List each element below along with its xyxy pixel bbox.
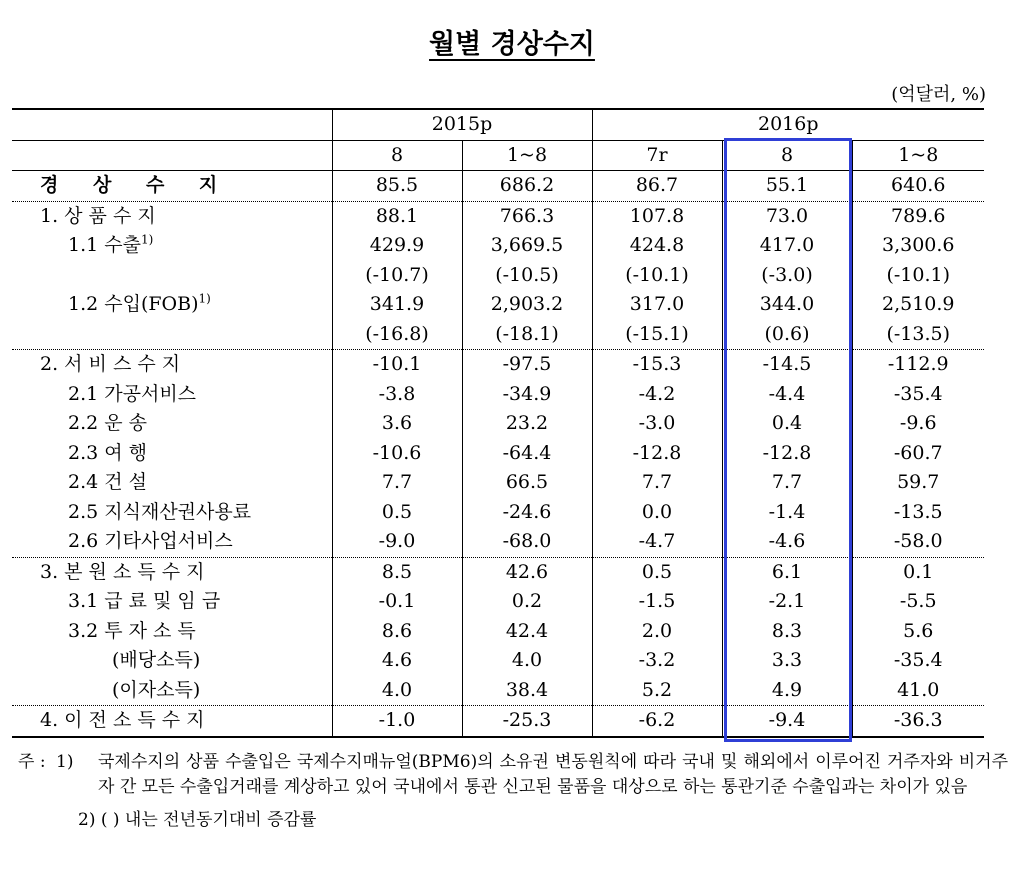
- cell: 38.4: [462, 676, 592, 706]
- cell: 344.0: [722, 290, 852, 320]
- cell: 640.6: [852, 171, 984, 202]
- period-header: 8: [332, 140, 462, 171]
- cell: 4.0: [332, 676, 462, 706]
- cell: 424.8: [592, 231, 722, 261]
- cell: 766.3: [462, 201, 592, 231]
- row-label: 2.4 건 설: [68, 471, 148, 493]
- cell: -1.4: [722, 498, 852, 528]
- cell: 3,300.6: [852, 231, 984, 261]
- table-row: [12, 290, 984, 320]
- row-label: 4. 이 전 소 득 수 지: [12, 706, 332, 737]
- period-header: 7r: [592, 140, 722, 171]
- cell: 4.6: [332, 646, 462, 676]
- cell: 3.6: [332, 409, 462, 439]
- table-row: [12, 409, 984, 439]
- cell: 85.5: [332, 171, 462, 202]
- table-row: [12, 320, 984, 350]
- cell: 8.6: [332, 617, 462, 647]
- row-label: 1. 상 품 수 지: [40, 204, 156, 227]
- cell: (-10.1): [852, 261, 984, 291]
- cell: -12.8: [592, 439, 722, 469]
- cell: -112.9: [852, 350, 984, 380]
- cell: -0.1: [332, 587, 462, 617]
- cell: -34.9: [462, 380, 592, 410]
- cell: (-13.5): [852, 320, 984, 350]
- cell: -3.2: [592, 646, 722, 676]
- cell: -58.0: [852, 527, 984, 557]
- cell: 8.5: [332, 557, 462, 587]
- cell: 23.2: [462, 409, 592, 439]
- cell: 59.7: [852, 468, 984, 498]
- footnote-number: 1): [56, 752, 74, 772]
- cell: -4.6: [722, 527, 852, 557]
- period-header: 1~8: [462, 140, 592, 171]
- cell: -2.1: [722, 587, 852, 617]
- table-row: [12, 587, 984, 617]
- row-label: 2. 서 비 스 수 지: [40, 353, 181, 375]
- cell: 42.6: [462, 557, 592, 587]
- table-row: [12, 527, 984, 557]
- header-2016: 2016p: [592, 109, 984, 140]
- cell: -35.4: [852, 646, 984, 676]
- cell: -4.4: [722, 380, 852, 410]
- cell: -10.1: [332, 350, 462, 380]
- cell: 42.4: [462, 617, 592, 647]
- cell: (-15.1): [592, 320, 722, 350]
- cell: -4.2: [592, 380, 722, 410]
- row-label: 경 상 수 지: [12, 171, 332, 202]
- cell: 107.8: [592, 201, 722, 231]
- cell: -60.7: [852, 439, 984, 469]
- period-header: 8: [722, 140, 852, 171]
- cell: -6.2: [592, 706, 722, 737]
- row-label: 2.2 운 송: [68, 412, 148, 434]
- cell: 5.6: [852, 617, 984, 647]
- cell: 317.0: [592, 290, 722, 320]
- cell: -24.6: [462, 498, 592, 528]
- row-label: 2.1 가공서비스: [68, 382, 197, 405]
- table-row: [12, 201, 984, 231]
- cell: 88.1: [332, 201, 462, 231]
- footnote-text: 국제수지의 상품 수출입은 국제수지매뉴얼(BPM6)의 소유권 변동원칙에 따라 국내 및 해외에서 이루어진 거주자와 비거주자 간 모든 수출입거래를 계상하고 있어 국내에서 통관 신고된 물품을 대상으로 하는 통관기준 수출입과는 차이가 있음: [98, 752, 1008, 797]
- header-row-periods: [12, 140, 984, 171]
- row-label: (이자소득): [12, 676, 332, 706]
- row-label: 2.6 기타사업서비스: [12, 527, 332, 557]
- cell: 789.6: [852, 201, 984, 231]
- cell: 3.3: [722, 646, 852, 676]
- cell: 0.5: [592, 557, 722, 587]
- cell: (-18.1): [462, 320, 592, 350]
- cell: 2,903.2: [462, 290, 592, 320]
- page-title: 월별 경상수지: [429, 29, 595, 60]
- cell: (-10.7): [332, 261, 462, 291]
- cell: 2.0: [592, 617, 722, 647]
- cell: -3.0: [592, 409, 722, 439]
- row-label: [12, 320, 332, 350]
- table-row: [12, 171, 984, 202]
- table-row: [12, 646, 984, 676]
- footnote-2: 2) ( ) 내는 전년동기대비 증감률: [78, 810, 317, 830]
- cell: -9.4: [722, 706, 852, 737]
- cell: -10.6: [332, 439, 462, 469]
- cell: 0.0: [592, 498, 722, 528]
- cell: 86.7: [592, 171, 722, 202]
- cell: 66.5: [462, 468, 592, 498]
- cell: 5.2: [592, 676, 722, 706]
- cell: -9.0: [332, 527, 462, 557]
- table-row: [12, 706, 984, 737]
- row-label: 3.1 급 료 및 임 금: [68, 590, 221, 612]
- footnote-1: [18, 750, 1008, 800]
- cell: 41.0: [852, 676, 984, 706]
- row-label: 3.2 투 자 소 득: [68, 619, 196, 642]
- footnote-mark: 1): [140, 232, 154, 247]
- cell: (-3.0): [722, 261, 852, 291]
- row-label: 2.3 여 행: [68, 441, 148, 464]
- row-label: (배당소득): [112, 649, 201, 671]
- table-row: [12, 676, 984, 706]
- cell: 7.7: [722, 468, 852, 498]
- header-row-years: [12, 109, 984, 140]
- cell: (-10.1): [592, 261, 722, 291]
- cell: -15.3: [592, 350, 722, 380]
- cell: (0.6): [722, 320, 852, 350]
- table-row: [12, 617, 984, 647]
- cell: -4.7: [592, 527, 722, 557]
- cell: -5.5: [852, 587, 984, 617]
- row-label: 1.1 수출$^{1)}$: [68, 232, 154, 256]
- cell: (-16.8): [332, 320, 462, 350]
- table-row: [12, 261, 984, 291]
- cell: -9.6: [852, 409, 984, 439]
- cell: (-10.5): [462, 261, 592, 291]
- table-row: [12, 468, 984, 498]
- cell: -13.5: [852, 498, 984, 528]
- footnote-mark: 1): [198, 291, 211, 306]
- cell: -3.8: [332, 380, 462, 410]
- period-header: 1~8: [852, 140, 984, 171]
- cell: -1.5: [592, 587, 722, 617]
- cell: -97.5: [462, 350, 592, 380]
- table-row: [12, 231, 984, 261]
- row-label: [12, 261, 332, 291]
- cell: 0.4: [722, 409, 852, 439]
- current-account-table: [12, 108, 984, 738]
- cell: -14.5: [722, 350, 852, 380]
- cell: 4.9: [722, 676, 852, 706]
- cell: 429.9: [332, 231, 462, 261]
- cell: 686.2: [462, 171, 592, 202]
- cell: -12.8: [722, 439, 852, 469]
- cell: 73.0: [722, 201, 852, 231]
- cell: 7.7: [592, 468, 722, 498]
- table-row: [12, 380, 984, 410]
- cell: 341.9: [332, 290, 462, 320]
- table-row: [12, 350, 984, 380]
- footnotes: [18, 750, 1008, 833]
- cell: 8.3: [722, 617, 852, 647]
- cell: -64.4: [462, 439, 592, 469]
- cell: 417.0: [722, 231, 852, 261]
- table-row: [12, 439, 984, 469]
- cell: 55.1: [722, 171, 852, 202]
- cell: -1.0: [332, 706, 462, 737]
- cell: 0.1: [852, 557, 984, 587]
- table-row: [12, 557, 984, 587]
- cell: 2,510.9: [852, 290, 984, 320]
- cell: 7.7: [332, 468, 462, 498]
- cell: 0.2: [462, 587, 592, 617]
- header-2015: 2015p: [332, 109, 592, 140]
- cell: -68.0: [462, 527, 592, 557]
- footnote-lead: 주 :: [18, 752, 46, 772]
- cell: 3,669.5: [462, 231, 592, 261]
- row-label: 1.2 수입(FOB)$^{1)}$: [68, 291, 211, 315]
- cell: 6.1: [722, 557, 852, 587]
- cell: -36.3: [852, 706, 984, 737]
- cell: 0.5: [332, 498, 462, 528]
- row-label: 3. 본 원 소 득 수 지: [40, 560, 205, 583]
- row-label: 2.5 지식재산권사용료: [68, 500, 252, 523]
- cell: -25.3: [462, 706, 592, 737]
- unit-label: (억달러, %): [891, 84, 986, 105]
- table-row: [12, 498, 984, 528]
- cell: -35.4: [852, 380, 984, 410]
- cell: 4.0: [462, 646, 592, 676]
